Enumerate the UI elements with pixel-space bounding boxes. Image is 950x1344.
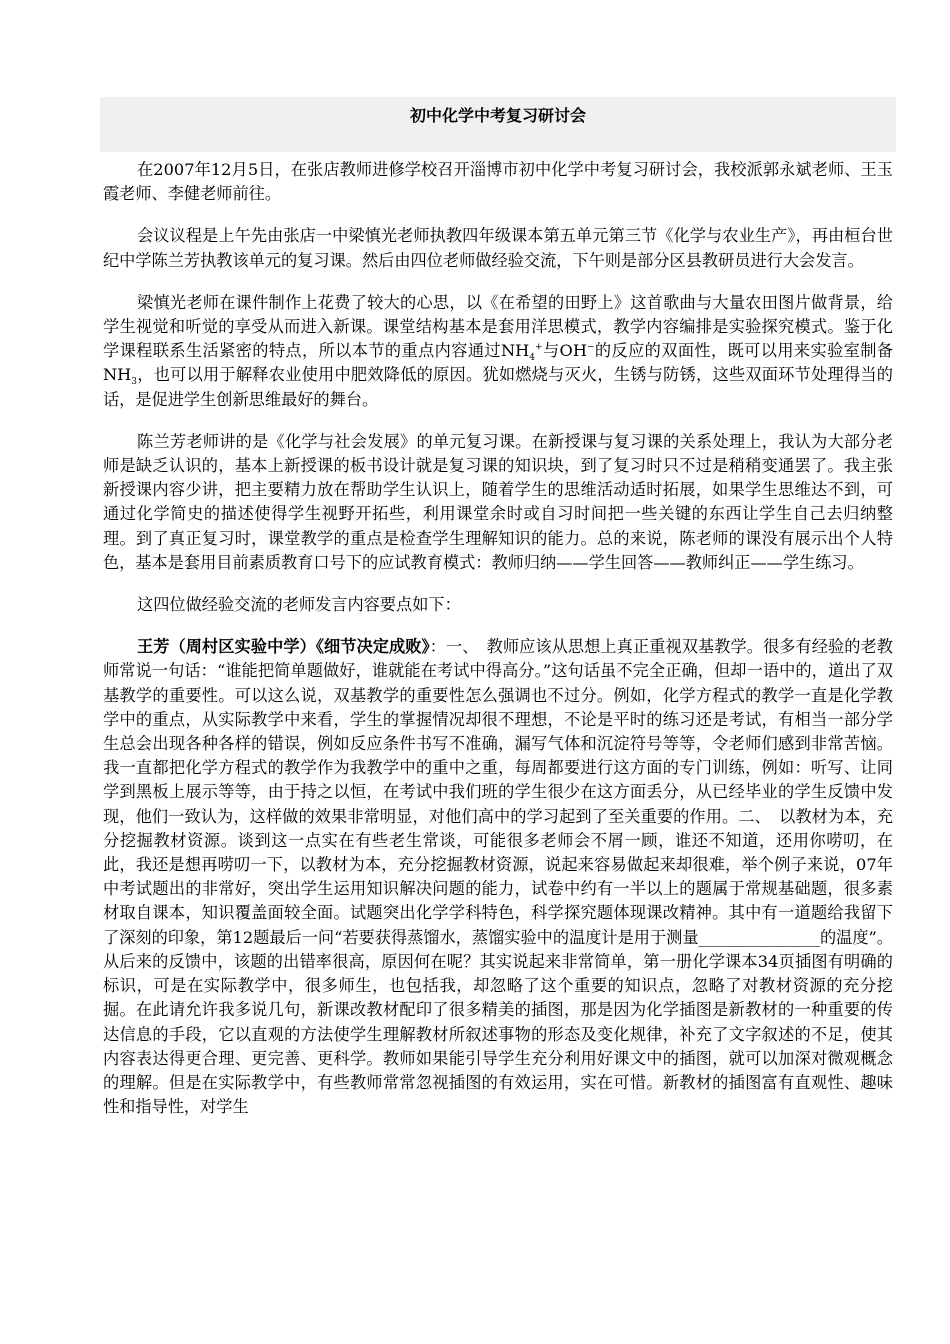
- paragraph-4: 陈兰芳老师讲的是《化学与社会发展》的单元复习课。在新授课与复习课的关系处理上，我认为大部分老师是缺乏认识的，基本上新授课的板书设计就是复习课的知识块，到了复习时只不过是稍稍变通罢了。我主张新授课内容少讲，把主要精力放在帮助学生认识上，随着学生的思维活动适时拓展，如果学生思维达不到，可通过化学简史的描述使得学生视野开拓些，利用课堂余时或自习时间把一些关键的东西让学生自己去归纳整理。到了真正复习时，课堂教学的重点是检查学生理解知识的能力。总的来说，陈老师的课没有展示出个人特色，基本是套用目前素质教育口号下的应试教育模式：教师归纳——学生回答——教师纠正——学生练习。: [103, 431, 893, 572]
- paragraph-3-part-d: ，也可以用于解释农业使用中肥效降低的原因。犹如燃烧与灭火，生锈与防锈，这些双面环节处理得当的话，是促进学生创新思维最好的舞台。: [103, 365, 893, 409]
- document-title: 初中化学中考复习研讨会: [409, 106, 586, 125]
- paragraph-3-part-c: 的反应的双面性，既可以用来实验室制备NH: [103, 341, 894, 385]
- paragraph-3-part-a: 梁慎光老师在课件制作上花费了较大的心思，以《在希望的田野上》这首歌曲与大量农田图片做背景，给学生视觉和听觉的享受从而进入新课。课堂结构基本是套用洋思模式，教学内容编排是实验探究模式。鉴于化学课程联系生活紧密的特点，所以本节的重点内容通过NH: [103, 292, 893, 361]
- paragraph-1: 在2007年12月5日，在张店教师进修学校召开淄博市初中化学中考复习研讨会，我校派郭永斌老师、王玉霞老师、李健老师前往。: [103, 160, 893, 204]
- oh-superscript: −: [586, 342, 595, 353]
- paragraph-6: [103, 635, 893, 1119]
- paragraph-3: [103, 291, 893, 412]
- paragraph-3-part-b: 与OH: [542, 341, 587, 361]
- paragraph-2: 会议议程是上午先由张店一中梁慎光老师执教四年级课本第五单元第三节《化学与农业生产》，再由桓台世纪中学陈兰芳执教该单元的复习课。然后由四位老师做经验交流，下午则是部分区县教研员进行大会发言。: [103, 226, 893, 270]
- title-bar: [100, 97, 896, 152]
- paragraph-6-text: ：一、 教师应该从思想上真正重视双基教学。很多有经验的老教师常说一句话：“谁能把简单题做好，谁就能在考试中得高分。”这句话虽不完全正确，但却一语中的，道出了双基教学的重要性。可以这么说，双基教学的重要性怎么强调也不过分。例如，化学方程式的教学一直是化学教学中的重点，从实际教学中来看，学生的掌握情况却很不理想，不论是平时的练习还是考试，有相当一部分学生总会出现各种各样的错误，例如反应条件书写不准确，漏写气体和沉淀符号等等，令老师们感到非常苦恼。我一直都把化学方程式的教学作为我教学中的重中之重，每周都要进行这方面的专门训练，例如：听写、让同学到黑板上展示等等，由于持之以恒，在考试中我们班的学生很少在这方面丢分，从已经毕业的学生反馈中发现，他们一致认为，这样做的效果非常明显，对他们高中的学习起到了至关重要的作用。二、 以教材为本，充分挖掘教材资源。谈到这一点实在有些老生常谈，可能很多老师会不屑一顾，谁还不知道，还用你唠叨，在此，我还是想再唠叨一下，以教材为本，充分挖掘教材资源，说起来容易做起来却很难，举个例子来说，07年中考试题出的非常好，突出学生运用知识解决问题的能力，试卷中约有一半以上的题属于常规基础题，很多素材取自课本，知识覆盖面较全面。试题突出化学学科特色，科学探究题体现课改精神。其中有一道题给我留下了深刻的印象，第12题最后一问“若要获得蒸馏水，蒸馏实验中的温度计是用于测量_______________的温度”。从后来的反馈中，该题的出错率很高，原因何在呢？其实说起来非常简单，第一册化学课本34页插图有明确的标识，可是在实际教学中，很多师生，也包括我，却忽略了这个重要的知识点，忽略了对教材资源的充分挖掘。在此请允许我多说几句，新课改教材配印了很多精美的插图，那是因为化学插图是新教材的一种重要的传达信息的手段，它以直观的方法使学生理解教材所叙述事物的形态及变化规律，补充了文字叙述的不足，使其内容表达得更合理、更完善、更科学。教师如果能引导学生充分利用好课文中的插图，就可以加深对微观概念的理解。但是在实际教学中，有些教师常常忽视插图的有效运用，实在可惜。新教材的插图富有直观性、趣味性和指导性，对学生: [103, 637, 893, 1117]
- speaker-heading: 王芳（周村区实验中学）《细节决定成败》: [137, 637, 430, 657]
- paragraph-5: 这四位做经验交流的老师发言内容要点如下：: [137, 595, 461, 615]
- nh4-subscript: 4: [529, 353, 536, 364]
- nh3-subscript: 3: [131, 377, 138, 388]
- nh4-superscript: +: [535, 342, 543, 353]
- document-body: [103, 158, 893, 1137]
